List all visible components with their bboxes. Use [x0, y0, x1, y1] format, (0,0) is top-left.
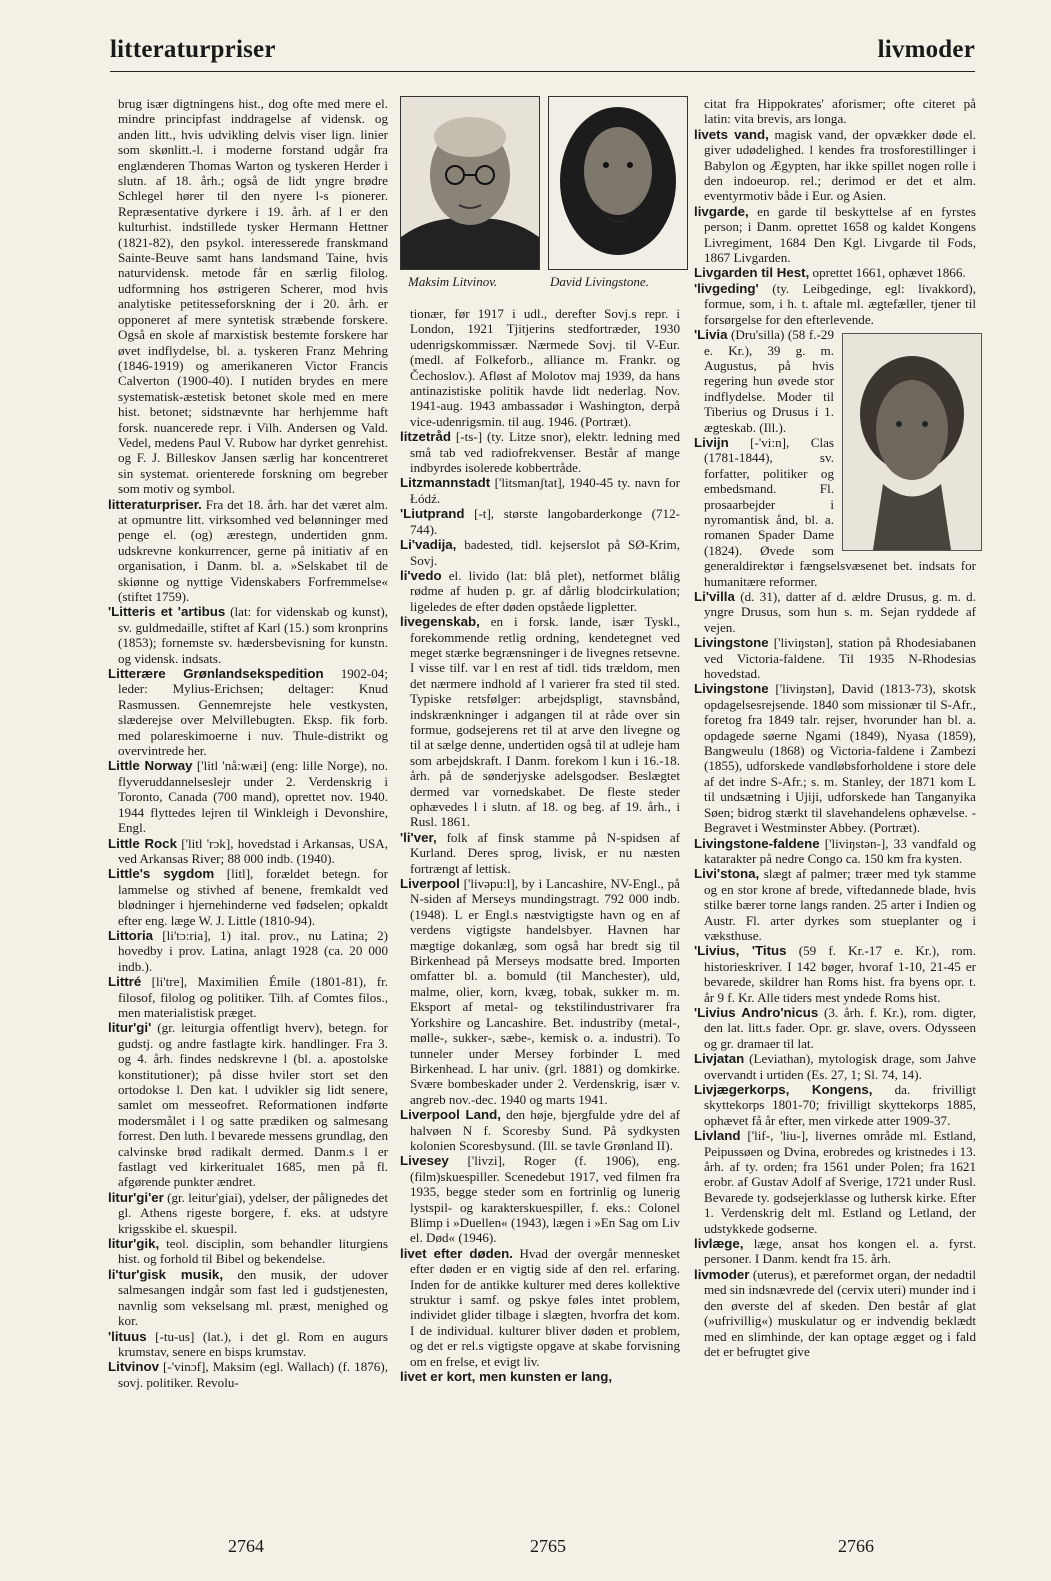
entry-headword: li'tur'gisk musik, — [108, 1266, 224, 1282]
dictionary-entry — [108, 604, 388, 666]
page-number-center: 2765 — [530, 1536, 566, 1556]
entry-headword: litur'gi'er — [108, 1189, 164, 1205]
dictionary-entry — [108, 1236, 388, 1267]
entry-text: [-t], største langobarderkonge (712-744). — [410, 506, 680, 537]
entry-text: [-ts-] (ty. Litze snor), elektr. ledning med små tab ved radiofrekvenser. Består af mange indbyrdes isolerede kobbertråde. — [410, 429, 680, 476]
dictionary-entry — [400, 1369, 680, 1384]
entry-text: oprettet 1661, ophævet 1866. — [809, 265, 966, 281]
entry-headword: 'Litteris et 'artibus — [108, 604, 226, 620]
dictionary-entry — [108, 1359, 388, 1390]
entry-headword: Livi'stona, — [694, 866, 760, 882]
dictionary-entry — [694, 1051, 976, 1082]
entry-headword: 'lituus — [108, 1328, 147, 1344]
entry-text: teol. disciplin, som behandler liturgiens hist. og forhold til Bibel og bekendelse. — [118, 1236, 388, 1267]
entry-text: (ty. Leibgedinge, egl: livakkord), formue, som, i h. t. aftale ml. ægtefæller, tjener til forsørgelse for den efterlevende. — [704, 280, 976, 327]
entry-headword: livet er kort, men kunsten er lang, — [400, 1369, 613, 1385]
dictionary-entry — [694, 204, 976, 266]
entry-text: tionær, før 1917 i udl., derefter Sovj.s repr. i London, 1921 Tjitjerins stedfortræder, 1930 udenrigskommissær. Nærmede Sovj. til V-Eur. (medl. af Folkeforb., alliance m. Frankr. og Čechoslov.). Afløst af Molotov maj 1939, da hans antinazistiske politik havde lidt nederlag. Nov. 1941-aug. 1943 ambassadør i Washington, derpå vice-udenrigsmin. til aug. 1946. (Portræt). — [410, 306, 680, 429]
entry-headword: 'Livius Andro'nicus — [694, 1004, 819, 1020]
dictionary-entry — [400, 429, 680, 475]
header-rule — [110, 71, 975, 72]
dictionary-entry — [108, 497, 388, 605]
page-number-left: 2764 — [228, 1536, 264, 1556]
running-head-right: livmoder — [877, 36, 975, 63]
entry-text: citat fra Hippokrates' aforismer; ofte citeret på latin: vita brevis, ars longa. — [704, 96, 976, 127]
entry-headword: 'Liutprand — [400, 506, 465, 522]
entry-text: ['lif-, 'liu-], livernes område ml. Estland, Peipussøen og Dvina, erobredes og kristnedes i 13. årh. af ty. orden; fra 1561 under Polen; fra 1621 erobr. af Gustav Adolf af Sverige, 1721 under Rusl. Bevarede ty. godsejerklasse og luthersk kirke. Efter 1. Verdenskrig delt ml. Estland og Letland, der udstykkede godserne. — [704, 1128, 976, 1236]
entry-headword: Liverpool Land, — [400, 1107, 501, 1123]
entry-text: (Leviathan), mytologisk drage, som Jahve overvandt i urtiden (Es. 27, 1; Sl. 74, 14). — [704, 1051, 976, 1082]
entry-headword: Livingstone — [694, 635, 769, 651]
entry-text: badested, tidl. kejserslot på SØ-Krim, Sovj. — [410, 537, 680, 568]
entry-text: (gr. leiturgia offentligt hverv), betegn. for gudstj. og andre fastlagte kirk. handlinger. Fra 3. og 4. årh. findes nedskrevne l (bl. a. apostolske konstitutioner); på disse hviler stort set den ortodokse l. Den kat. l udvikler sig lidt senere, samlet om messeofret. Reformationen indførte modersmålet i l og satte prædiken og salmesang forrest. Den luth. l bevarede messens grundlag, den calvinske brød radikalt dermed. Danm.s l er fastlagt ved kirkeritualet 1685, men på fl. afgørende punkter ændret. — [118, 1020, 388, 1190]
entry-headword: Livingstone — [694, 681, 769, 697]
dictionary-entry — [694, 943, 976, 1005]
entry-text: læge, ansat hos kongen el. a. fyrst. personer. I Danm. kendt fra 15. årh. — [704, 1236, 976, 1267]
entry-text: ['liviŋstən-], 33 vandfald og katarakter på nedre Congo ca. 150 km fra kysten. — [704, 835, 976, 866]
entry-headword: Li'vadija, — [400, 537, 457, 553]
dictionary-entry — [694, 96, 976, 127]
entry-headword: livegenskab, — [400, 614, 480, 630]
entry-text: el. livido (lat: blå plet), netformet blålig rødme af huden p. gr. af dårlig blodcirkulation; ligeledes de efter døden opståede ligpletter. — [410, 567, 680, 614]
dictionary-entry — [694, 1236, 976, 1267]
dictionary-entry — [108, 666, 388, 758]
column-1 — [108, 96, 388, 1390]
caption-livingstone: David Livingstone. — [550, 274, 649, 289]
entry-headword: Livingstone-faldene — [694, 835, 820, 851]
livingstone-portrait — [548, 96, 688, 270]
dictionary-entry — [108, 928, 388, 974]
livia-bust-photo — [842, 333, 982, 551]
dictionary-entry — [108, 866, 388, 928]
entry-text: [-'vinɔf], Maksim (egl. Wallach) (f. 1876), sovj. politiker. Revolu- — [118, 1359, 388, 1390]
dictionary-entry — [400, 306, 680, 429]
dictionary-entry — [108, 1190, 388, 1236]
entry-headword: Little's sygdom — [108, 866, 215, 882]
entry-headword: livlæge, — [694, 1236, 744, 1252]
dictionary-entry — [694, 1005, 976, 1051]
column-3 — [694, 96, 976, 1359]
entry-headword: 'Livius, 'Titus — [694, 943, 787, 959]
entry-headword: Littré — [108, 974, 142, 990]
entry-text: en i forsk. lande, især Tyskl., forekommende retlig ordning, kendetegnet ved meget stærke begrænsninger i de livegnes retsevne. I visse tilf. var l en rest af tidl. tids trældom, men det nærmere indhold af l varierer fra sted til sted. Typiske retsfølger: arbejdspligt, stavnsbånd, indskrænkninger i adgangen til at råde over sin formue, godsejerens ret til at arve den livegne og til at sælge denne, undertiden også til at udleje ham som arbejdskraft. I Danm. forekom l kun i 16.-18. årh. på de sønderjyske adelsgodser. Beslægtet dermed var vornedskabet. De fleste steder ophævedes l i slutn. af 18. og beg. af 19. årh., i Rusl. 1861. — [410, 614, 680, 830]
entry-text: Fra det 18. årh. har det været alm. at opmuntre litt. virksomhed ved belønninger med penge el. (og) ærestegn, undertiden gnm. udskrevne konkurrencer, gerne på initiativ af en organisation, i Danm. bl. a. »Selskabet til de skiønne og nyttige Videnskabers Forfremmelse« (stiftet 1759). — [118, 496, 388, 604]
entry-headword: livet efter døden. — [400, 1245, 513, 1261]
entry-headword: 'livgeding' — [694, 280, 759, 296]
entry-headword: Livland — [694, 1128, 741, 1144]
entry-headword: Livesey — [400, 1153, 449, 1169]
entry-headword: Livjægerkorps, Kongens, — [694, 1082, 873, 1097]
dictionary-entry — [694, 127, 976, 204]
entry-text: [-tu-us] (lat.), i det gl. Rom en augurs krumstav, senere en bisps krumstav. — [118, 1328, 388, 1359]
entry-headword: Little Norway — [108, 758, 193, 774]
entry-text: ['liviŋstən], David (1813-73), skotsk opdagelsesrejsende. 1840 som missionær til S-Afr., foretog fra 1849 talr. rejser, hvorunder han bl. a. opdagede søerne Ngami (1849), Nyasa (1859), Bangweulu (1868) og Victoria-faldene i Zambezi (1855), udforskede vandløbsforholdene i store dele af det indre S-Afr.; s. m. Stanley, der 1871 kom L til undsætning i Ujiji, udforskede han Tanganyika Søen; bidrog stærkt til slavehandelens ophævelse. - Begravet i Westminster Abbey. (Portræt). — [704, 681, 976, 836]
dictionary-entry — [400, 568, 680, 614]
entry-headword: Little Rock — [108, 835, 177, 851]
litvinov-portrait — [400, 96, 540, 270]
dictionary-entry — [694, 635, 976, 681]
dictionary-entry — [694, 866, 976, 943]
dictionary-entry — [108, 96, 388, 497]
portrait-photos — [400, 96, 680, 302]
entry-text: ['liviŋstən], station på Rhodesiabanen ved Victoria-faldene. Til 1935 N-Rhodesias hovedstad. — [704, 635, 976, 682]
page-number-right: 2766 — [838, 1536, 874, 1556]
entry-headword: Liverpool — [400, 876, 460, 892]
dictionary-entry — [400, 1153, 680, 1245]
dictionary-entry — [400, 1246, 680, 1369]
entry-headword: Li'villa — [694, 589, 735, 604]
entry-text: (gr. leitur'giai), ydelser, der pålignedes det gl. Athens rigeste borgere, f. eks. at udstyre krigsskibe el. skuespil. — [118, 1189, 388, 1236]
running-head-left: litteraturpriser — [110, 36, 276, 63]
entry-text: folk af finsk stamme på N-spidsen af Kurland. Deres sprog, livisk, er nu næsten fortrængt af lettisk. — [410, 829, 680, 876]
entry-headword: Litterære Grønlandsekspedition — [108, 666, 324, 682]
dictionary-entry — [400, 614, 680, 830]
entry-text: en garde til beskyttelse af en fyrstes person; i Danm. oprettet 1658 og kaldet Kongens Livregiment, 1684 Den Kgl. Livgarde til Fods, 1867 Livgarden. — [704, 203, 976, 266]
entry-headword: livets vand, — [694, 126, 769, 142]
entry-text: [li'tre], Maximilien Émile (1801-81), fr. filosof, filolog og politiker. Tilh. af Comtes filos., men materialistisk præget. — [118, 974, 388, 1020]
dictionary-entry — [108, 974, 388, 1020]
entry-headword: Livjatan — [694, 1051, 745, 1067]
entry-text: (59 f. Kr.-17 e. Kr.), rom. historieskriver. I 142 bøger, hvoraf 1-10, 21-45 er bevarede, skildrer han Roms hist. fra byens opr. t. år 9 f. Kr. Alle tiders mest yndede Roms hist. — [704, 943, 976, 1005]
entry-text: [-'vi:n], Clas (1781-1844), sv. forfatter, politiker og embedsmand. Fl. prosaarbejder i nyromantisk ånd, bl. a. romanen Spader Dame (1824). Øvede som generaldirektør i fængselsvæsenet bet. indsats for humanitære reformer. — [704, 434, 976, 589]
entry-text: 1902-04; leder: Mylius-Erichsen; deltager: Knud Rasmussen. Gennemrejste hele vestkysten, slæderejse over Melvillebugten. Eksp. fik forb. med polareskimoerne i nuv. Thule-distrikt og overvintrede her. — [118, 666, 388, 759]
dictionary-entry — [400, 475, 680, 506]
entry-text: slægt af palmer; træer med tyk stamme og en stor krone af brede, viftedannede blade, hvis stilke bærer torne langs randen. 25 arter i Indien og Austr. Fl. arter dyrkes som stueplanter og i væksthuse. — [704, 866, 976, 943]
entry-text: da. frivilligt skyttekorps 1801-70; frivilligt skyttekorps 1885, ophævet få år efter, men virkede atter 1909-37. — [704, 1082, 976, 1128]
entry-text: [li'tɔ:ria], 1) ital. prov., nu Latina; 2) hovedby i prov. Latina, anlagt 1928 (ca. 20 000 indb.). — [118, 927, 388, 974]
dictionary-entry — [108, 836, 388, 867]
entry-text: ['litl 'nå:wæi] (eng: lille Norge), no. flyveruddannelseslejr under 2. Verdenskrig i Toronto, Canada (700 mand), oprettet nov. 1940. 1944 flyttedes lejren til Winkleigh i Devonshire, Engl. — [118, 758, 388, 836]
entry-text: magisk vand, der opvækker døde el. giver udødelighed. l kendes fra trosforestillinger i Babylon og Ægypten, har ikke spillet nogen rolle i den indoeurop. rel.; derimod er det et alm. eventyrmotiv både i Eur. og Asien. — [704, 126, 976, 204]
entry-text: den musik, der udover salmesangen indgår som fast led i gudstjenesten, navnlig som vekselsang ml. præst, menighed og kor. — [118, 1266, 388, 1329]
dictionary-entry — [108, 758, 388, 835]
entry-headword: litur'gik, — [108, 1236, 160, 1252]
entry-text: [litl], forældet betegn. for lammelse og stivhed af benene, fremkaldt ved blødninger i hjernehinderne ved fødselen; opkaldt efter eng. læge W. J. Little (1810-94). — [118, 866, 388, 928]
dictionary-entry — [694, 265, 976, 280]
dictionary-entry — [400, 830, 680, 876]
entry-text: ['litsmanʃtat], 1940-45 ty. navn for Łódź. — [410, 475, 680, 506]
dictionary-entry — [694, 836, 976, 867]
entry-headword: 'li'ver, — [400, 829, 437, 845]
entry-headword: livgarde, — [694, 203, 749, 219]
entry-text: ['livəpu:l], by i Lancashire, NV-Engl., på N-siden af Merseys mundingstragt. 792 000 indb. (1948). L er Engl.s næstvigtigste havn og en af verdens vigtigste handelsbyer. Havnen har mægtige dokanlæg, som også har bredt sig til Birkenhead på Merseys modsatte bred. Importen omfatter bl. a. bomuld (til Manchester), uld, malme, olier, korn, kvæg, tobak, sukker m. m. Eksport af metal- og tekstilindustrivarer fra Yorkshire og Lancashire. Bet. industriby (metal-, mølle-, sukker-, sæbe-, kemisk o. a. industri). To tunneler under Mersey forbinder L med Birkenhead. L har univ. (grl. 1881) og domkirke. Svære bombeskader under 2. Verdenskrig, især v. angreb nov.-dec. 1940 og marts 1941. — [410, 876, 680, 1107]
dictionary-entry — [108, 1329, 388, 1360]
entry-headword: Litzmannstadt — [400, 475, 491, 491]
dictionary-entry — [694, 1128, 976, 1236]
entry-text: Hvad der overgår mennesket efter døden er en vigtig side af den rel. erfaring. Inden for de antikke kulturer med deres kollektive struktur i samf. og pskye føles intet problem, individet glider tilbage i slægten, hvorfra det kom. I de individual. kulturer bliver døden et problem, og det er rel.s vigtigste opgave at skabe forvisning om en frelse, et evigt liv. — [410, 1245, 680, 1369]
entry-headword: Livgarden til Hest, — [694, 265, 810, 281]
dictionary-entry — [400, 506, 680, 537]
entry-text: (lat: for videnskab og kunst), sv. guldmedaille, stiftet af Karl (15.) som kronprins (1853); fornemste sv. hædersbevisning for kunstn. og vidensk. indsats. — [118, 604, 388, 666]
entry-text: (uterus), et pæreformet organ, der nedadtil med sin indsnævrede del (cervix uteri) munder ind i den øverste del af skeden. Den består af glat (»ufrivillig«) muskulatur og er indvendig beklædt med en slimhinde, der kan optage ægget og i fald det er befrugtet give — [704, 1266, 976, 1359]
entry-headword: Littoria — [108, 927, 154, 943]
dictionary-entry — [400, 1107, 680, 1153]
entry-headword: Livijn — [694, 434, 729, 450]
entry-headword: litteraturpriser. — [108, 496, 202, 512]
entry-headword: 'Livia — [694, 327, 728, 343]
dictionary-entry — [400, 537, 680, 568]
entry-text: (d. 31), datter af d. ældre Drusus, g. m. d. yngre Drusus, som hun s. m. Sejan ryddede af vejen. — [704, 589, 976, 635]
entry-text: (Dru'silla) (58 f.-29 e. Kr.), 39 g. m. Augustus, på hvis regering hun øvede stor indflydelse. Moder til Tiberius og Drusus i 1. ægteskab. (Ill.). — [704, 327, 834, 435]
caption-litvinov: Maksim Litvinov. — [408, 274, 498, 289]
dictionary-entry — [694, 281, 976, 327]
dictionary-entry — [400, 876, 680, 1107]
dictionary-entry — [694, 1082, 976, 1128]
column-2 — [400, 96, 680, 1384]
entry-text: den høje, bjergfulde ydre del af halvøen N f. Scoresby Sund. På sydkysten kolonien Scoresbysund. (Ill. se tavle Grønland II). — [410, 1107, 680, 1153]
entry-headword: litzetråd — [400, 429, 451, 445]
entry-headword: li'vedo — [400, 567, 442, 583]
entry-headword: Litvinov — [108, 1359, 159, 1375]
entry-headword: litur'gi' — [108, 1020, 152, 1036]
entry-headword: livmoder — [694, 1266, 750, 1282]
dictionary-entry — [108, 1020, 388, 1189]
entry-text: (3. årh. f. Kr.), rom. digter, den lat. litt.s fader. Opr. gr. slave, overs. Odysseen og gr. dramaer til lat. — [704, 1004, 976, 1051]
entry-text: brug især digtningens hist., dog ofte med mere el. mindre principfast inddragelse af vidensk. og anden litt., hvis udvikling delvis viser lign. linier som skønlitt.-l. i moderne forstand udgår fra englænderen Thomas Warton og tyskeren Herder i slutn. af 18. årh.; også de lidt yngre brødre Schlegel hører til den nyere l-s pionerer. Repræsentative dyrkere i 19. årh. af l er den kulturhist. indstillede tysker Hermann Hettner (1821-82), den psykol. interesserede franskmand Sainte-Beuve samt hans landsmand Taine, hvis naturvidensk. metode får en særlig filolog. udformning hos østrigeren Scherer, mod hvis analytiske petitesseforskning der i 20. årh. er opponeret af mere syntetisk stræbende forskere. Også en skole af marxistisk bestemte forskere har øvet indflydelse, bl. a. tyskeren Franz Mehring (1846-1919) og amerikaneren Victor Francis Calverton (1900-40). I nutiden brydes en mere systematisk-æstetisk betonet skole med en mere hist. betonet; sidstnævnte har herhjemme haft forsk. nuancerede repr. i Vilh. Andersen og Vald. Vedel, medens Paul V. Rubow har dyrket genrehist. og F. J. Billeskov Jansen særlig har koncentreret sin systemat. orienterede forskning om begreber som motiv og symbol. — [118, 96, 388, 497]
dictionary-entry — [694, 1267, 976, 1359]
dictionary-entry — [694, 589, 976, 635]
dictionary-entry — [694, 681, 976, 835]
dictionary-entry — [108, 1267, 388, 1329]
entry-text: ['livzi], Roger (f. 1906), eng. (film)skuespiller. Scenedebut 1917, ved filmen fra 1935, begge steder som en fortrinlig og lunerig lystspil- og karakterskuespiller, f. eks.: Colonel Blimp i »Duellen« (1943), lægen i »En Sag om Liv el. Død« (1946). — [410, 1153, 680, 1246]
entry-text: ['litl 'rɔk], hovedstad i Arkansas, USA, ved Arkansas River; 88 000 indb. (1940). — [118, 835, 388, 866]
